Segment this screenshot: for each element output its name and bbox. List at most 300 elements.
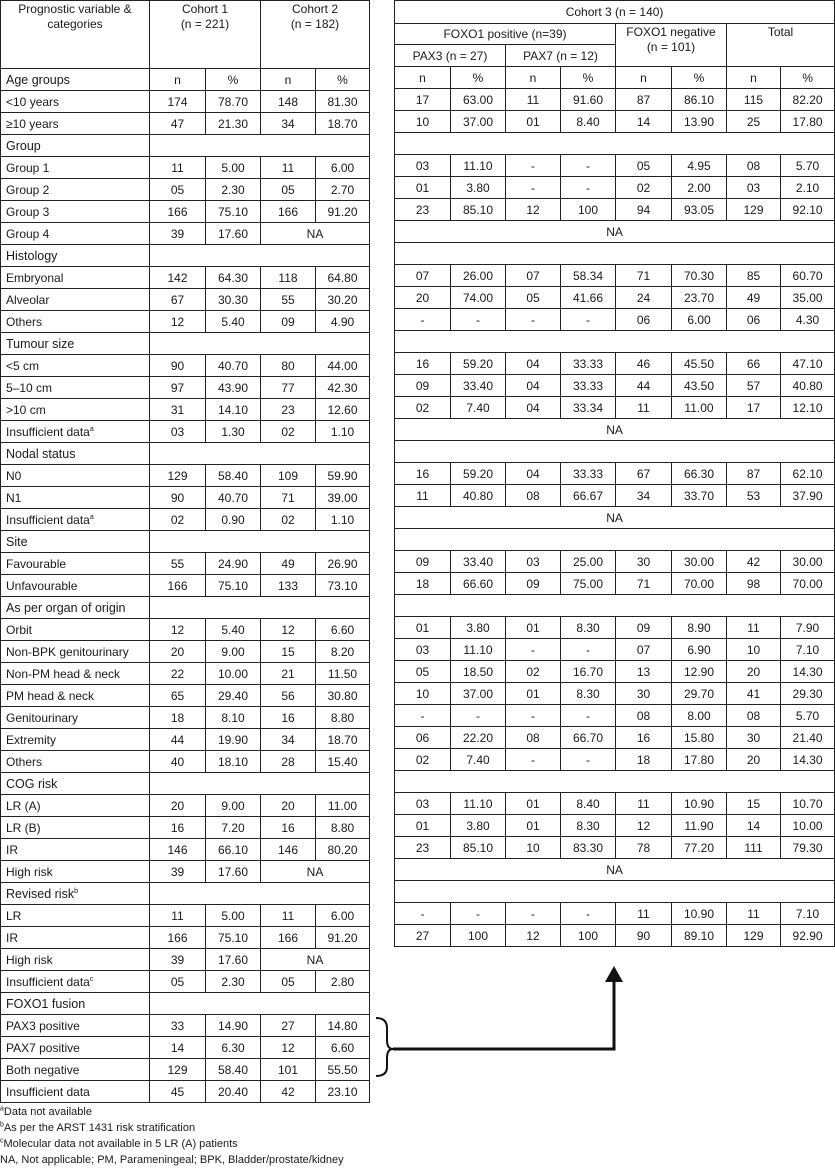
data-cell: 37.00 [451, 111, 506, 133]
data-cell: 26.90 [316, 553, 370, 575]
table-row [395, 925, 835, 947]
data-cell: 17.60 [206, 223, 261, 245]
data-cell: 71 [616, 573, 672, 595]
table-row [1, 509, 370, 531]
footnote [0, 1106, 92, 1118]
data-cell: 27 [261, 1015, 316, 1037]
data-cell: 18.70 [316, 113, 370, 135]
na-cell: NA [261, 949, 370, 971]
table-row [1, 311, 370, 333]
data-cell: 6.60 [316, 1037, 370, 1059]
data-cell: 45 [150, 1081, 206, 1103]
row-label-text: PM head & neck [6, 688, 95, 703]
data-cell: 40.80 [781, 375, 835, 397]
data-cell: 174 [150, 91, 206, 113]
data-cell: 85.10 [451, 837, 506, 859]
row-label [1, 465, 150, 487]
data-cell: 37.00 [451, 683, 506, 705]
data-cell: 20 [150, 795, 206, 817]
section-row [1, 993, 370, 1015]
data-cell: 8.40 [561, 111, 616, 133]
data-cell: - [395, 903, 451, 925]
data-cell: 14.30 [781, 661, 835, 683]
table-row [395, 89, 835, 111]
data-cell: 34 [261, 113, 316, 135]
row-label-text: N0 [6, 468, 22, 483]
data-cell: - [506, 155, 561, 177]
data-cell: 129 [727, 199, 781, 221]
data-cell: 1.10 [316, 509, 370, 531]
data-cell: 40.70 [206, 487, 261, 509]
data-cell: 18 [395, 573, 451, 595]
data-cell: 43.50 [672, 375, 727, 397]
data-cell: 33.33 [561, 375, 616, 397]
section-row [1, 333, 370, 355]
row-label-text: PAX7 positive [6, 1040, 80, 1055]
row-label-text: Insufficient data [6, 512, 90, 527]
data-cell: 129 [150, 465, 206, 487]
data-cell: 63.00 [451, 89, 506, 111]
data-cell: 89.10 [672, 925, 727, 947]
data-cell: 03 [395, 793, 451, 815]
section-row [395, 331, 835, 353]
table-row [1, 289, 370, 311]
data-cell: 24 [616, 287, 672, 309]
row-label-text: <10 years [6, 94, 60, 109]
subcolumn-header: n [395, 67, 451, 89]
data-cell: 11 [261, 157, 316, 179]
footnote-marker: b [0, 1121, 4, 1129]
data-cell: 73.10 [316, 575, 370, 597]
section-spacer [150, 597, 370, 619]
data-cell: 09 [261, 311, 316, 333]
data-cell: 12 [150, 311, 206, 333]
footnote-text: NA, Not applicable; PM, Parameningeal; BPK, Bladder/prostate/kidney [0, 1154, 344, 1166]
left-header-row [1, 1, 370, 69]
data-cell: 03 [727, 177, 781, 199]
data-cell: 78 [616, 837, 672, 859]
data-cell: 04 [506, 463, 561, 485]
data-cell: 09 [616, 617, 672, 639]
data-cell: 129 [727, 925, 781, 947]
data-cell: - [561, 155, 616, 177]
cohort2-n: (n = 182) [290, 17, 340, 31]
data-cell: 14.10 [206, 399, 261, 421]
table-row [1, 1081, 370, 1103]
data-cell: 03 [506, 551, 561, 573]
data-cell: 49 [261, 553, 316, 575]
data-cell: 30.20 [316, 289, 370, 311]
data-cell: 33 [150, 1015, 206, 1037]
data-cell: 9.00 [206, 795, 261, 817]
data-cell: 60.70 [781, 265, 835, 287]
data-cell: 166 [150, 575, 206, 597]
row-label-text: N1 [6, 490, 22, 505]
table-row [395, 287, 835, 309]
table-row [1, 1015, 370, 1037]
data-cell: 166 [150, 927, 206, 949]
cohort1-title: Cohort 1 [181, 2, 229, 16]
data-cell: 70.30 [672, 265, 727, 287]
section-spacer [150, 333, 370, 355]
table-row [395, 815, 835, 837]
section-spacer [150, 531, 370, 553]
data-cell: 01 [395, 815, 451, 837]
data-cell: 146 [150, 839, 206, 861]
data-cell: 30.00 [781, 551, 835, 573]
table-row [1, 377, 370, 399]
data-cell: 02 [261, 509, 316, 531]
data-cell: 92.10 [781, 199, 835, 221]
table-row [1, 663, 370, 685]
footnote-marker: a [89, 425, 94, 433]
total-header: Total [727, 24, 835, 67]
data-cell: 04 [506, 397, 561, 419]
left-table [0, 0, 370, 1103]
data-cell: 111 [727, 837, 781, 859]
data-cell: 64.30 [206, 267, 261, 289]
data-cell: 31 [150, 399, 206, 421]
data-cell: 19.90 [206, 729, 261, 751]
data-cell: 6.60 [316, 619, 370, 641]
data-cell: - [506, 705, 561, 727]
data-cell: 33.70 [672, 485, 727, 507]
data-cell: 33.34 [561, 397, 616, 419]
data-cell: 47.10 [781, 353, 835, 375]
section-spacer [395, 441, 835, 463]
data-cell: 05 [261, 179, 316, 201]
data-cell: 100 [561, 199, 616, 221]
data-cell: 64.80 [316, 267, 370, 289]
data-cell: 43.90 [206, 377, 261, 399]
data-cell: 09 [506, 573, 561, 595]
data-cell: 92.90 [781, 925, 835, 947]
data-cell: 12 [150, 619, 206, 641]
data-cell: - [451, 309, 506, 331]
data-cell: 91.20 [316, 927, 370, 949]
table-row [1, 751, 370, 773]
section-spacer [395, 331, 835, 353]
row-label-text: Group 3 [6, 204, 50, 219]
data-cell: 02 [616, 177, 672, 199]
row-label [1, 1081, 150, 1103]
row-label [1, 751, 150, 773]
data-cell: 75.10 [206, 575, 261, 597]
data-cell: - [506, 177, 561, 199]
data-cell: 166 [261, 927, 316, 949]
row-label [1, 355, 150, 377]
data-cell: 75.10 [206, 927, 261, 949]
na-cell: NA [395, 419, 835, 441]
data-cell: 4.30 [781, 309, 835, 331]
data-cell: 01 [506, 111, 561, 133]
na-cell: NA [261, 861, 370, 883]
row-label [1, 641, 150, 663]
data-cell: 42 [261, 1081, 316, 1103]
data-cell: 08 [616, 705, 672, 727]
data-cell: 29.30 [781, 683, 835, 705]
row-label-text: <5 cm [6, 358, 40, 373]
table-row [395, 419, 835, 441]
data-cell: 80 [261, 355, 316, 377]
data-cell: 08 [727, 705, 781, 727]
left-table-body [1, 1, 370, 1103]
row-label [1, 861, 150, 883]
data-cell: 08 [727, 155, 781, 177]
right-header-row-1 [395, 1, 835, 24]
data-cell: 04 [506, 375, 561, 397]
table-row [395, 309, 835, 331]
data-cell: 14.30 [781, 749, 835, 771]
data-cell: 21.40 [781, 727, 835, 749]
section-title-text: COG risk [6, 776, 58, 791]
pax7-header: PAX7 (n = 12) [506, 45, 616, 67]
section-spacer [395, 595, 835, 617]
table-row [1, 949, 370, 971]
section-row [1, 531, 370, 553]
data-cell: - [561, 309, 616, 331]
data-cell: 11.90 [672, 815, 727, 837]
data-cell: - [506, 309, 561, 331]
data-cell: 7.10 [781, 903, 835, 925]
data-cell: 06 [727, 309, 781, 331]
section-spacer [150, 993, 370, 1015]
data-cell: 100 [561, 925, 616, 947]
subcolumn-header: n [616, 67, 672, 89]
data-cell: 7.40 [451, 397, 506, 419]
data-cell: 12 [261, 1037, 316, 1059]
section-row [395, 67, 835, 89]
data-cell: 90 [616, 925, 672, 947]
section-spacer [150, 443, 370, 465]
section-row [1, 597, 370, 619]
data-cell: 42.30 [316, 377, 370, 399]
data-cell: 118 [261, 267, 316, 289]
section-spacer [395, 133, 835, 155]
data-cell: 66.67 [561, 485, 616, 507]
data-cell: 17.60 [206, 861, 261, 883]
data-cell: 11 [727, 903, 781, 925]
row-label-text: LR [6, 908, 22, 923]
table-row [395, 903, 835, 925]
data-cell: 58.40 [206, 1059, 261, 1081]
data-cell: 7.10 [781, 639, 835, 661]
data-cell: 23.70 [672, 287, 727, 309]
section-spacer [395, 771, 835, 793]
row-label-text: PAX3 positive [6, 1018, 80, 1033]
data-cell: 133 [261, 575, 316, 597]
row-label-text: Unfavourable [6, 578, 78, 593]
row-label-text: Others [6, 754, 43, 769]
data-cell: 08 [506, 727, 561, 749]
data-cell: 23.10 [316, 1081, 370, 1103]
row-label [1, 311, 150, 333]
table-row [1, 421, 370, 443]
section-title-text: FOXO1 fusion [6, 996, 86, 1011]
data-cell: 115 [727, 89, 781, 111]
data-cell: 7.40 [451, 749, 506, 771]
section-title-text: Nodal status [6, 446, 76, 461]
cohort2-title: Cohort 2 [291, 2, 339, 16]
footnote-text: Molecular data not available in 5 LR (A) patients [3, 1138, 238, 1150]
table-row [1, 795, 370, 817]
data-cell: 148 [261, 91, 316, 113]
table-row [395, 573, 835, 595]
data-cell: 15.80 [672, 727, 727, 749]
data-cell: - [395, 309, 451, 331]
data-cell: 11.10 [451, 639, 506, 661]
row-label [1, 1037, 150, 1059]
row-label [1, 707, 150, 729]
row-label [1, 487, 150, 509]
data-cell: 10 [395, 111, 451, 133]
data-cell: 30.30 [206, 289, 261, 311]
data-cell: 23 [395, 837, 451, 859]
section-title [1, 597, 150, 619]
foxo-negative-n: (n = 101) [646, 40, 696, 54]
foxo-negative-title: FOXO1 negative [626, 25, 716, 39]
data-cell: 30 [727, 727, 781, 749]
data-cell: 4.95 [672, 155, 727, 177]
row-label-text: Orbit [6, 622, 33, 637]
data-cell: 05 [395, 661, 451, 683]
data-cell: 87 [727, 463, 781, 485]
row-label [1, 267, 150, 289]
table-row [1, 861, 370, 883]
row-label [1, 223, 150, 245]
data-cell: 16.70 [561, 661, 616, 683]
data-cell: 09 [395, 375, 451, 397]
row-label-text: Genitourinary [6, 710, 79, 725]
section-row [395, 441, 835, 463]
data-cell: 2.30 [206, 971, 261, 993]
table-row [1, 905, 370, 927]
data-cell: 03 [150, 421, 206, 443]
row-label-text: Both negative [6, 1062, 80, 1077]
data-cell: 6.00 [316, 157, 370, 179]
data-cell: 02 [150, 509, 206, 531]
row-label-text: ≥10 years [6, 116, 59, 131]
data-cell: 02 [395, 397, 451, 419]
data-cell: 01 [506, 815, 561, 837]
data-cell: 33.40 [451, 551, 506, 573]
right-table [394, 0, 835, 947]
row-label [1, 1059, 150, 1081]
connector-line [393, 980, 614, 1049]
data-cell: 80.20 [316, 839, 370, 861]
data-cell: 02 [395, 749, 451, 771]
data-cell: 44.00 [316, 355, 370, 377]
data-cell: 11.10 [451, 155, 506, 177]
data-cell: 57 [727, 375, 781, 397]
data-cell: 18 [616, 749, 672, 771]
data-cell: 01 [506, 793, 561, 815]
table-row [1, 1059, 370, 1081]
data-cell: 08 [506, 485, 561, 507]
data-cell: 11 [616, 903, 672, 925]
data-cell: 70.00 [672, 573, 727, 595]
table-row [1, 971, 370, 993]
row-label-text: Group 2 [6, 182, 50, 197]
subcolumn-header: % [451, 67, 506, 89]
data-cell: 14 [150, 1037, 206, 1059]
data-cell: 14.90 [206, 1015, 261, 1037]
table-row [395, 705, 835, 727]
data-cell: 22.20 [451, 727, 506, 749]
data-cell: 10 [727, 639, 781, 661]
data-cell: 8.40 [561, 793, 616, 815]
data-cell: 37.90 [781, 485, 835, 507]
section-title [1, 773, 150, 795]
table-row [395, 375, 835, 397]
data-cell: 12.10 [781, 397, 835, 419]
data-cell: 05 [150, 971, 206, 993]
data-cell: 06 [616, 309, 672, 331]
data-cell: 8.90 [672, 617, 727, 639]
data-cell: 55.50 [316, 1059, 370, 1081]
data-cell: 8.30 [561, 683, 616, 705]
data-cell: 58.40 [206, 465, 261, 487]
footnote-marker: a [89, 513, 94, 521]
subcolumn-header: % [781, 67, 835, 89]
row-label [1, 157, 150, 179]
data-cell: 8.80 [316, 817, 370, 839]
data-cell: 20 [150, 641, 206, 663]
section-spacer [150, 773, 370, 795]
na-cell: NA [395, 221, 835, 243]
row-label-text: Insufficient data [6, 424, 90, 439]
data-cell: 18 [150, 707, 206, 729]
data-cell: 18.10 [206, 751, 261, 773]
data-cell: 04 [506, 353, 561, 375]
row-label [1, 971, 150, 993]
data-cell: 8.10 [206, 707, 261, 729]
data-cell: 01 [506, 683, 561, 705]
section-spacer [150, 883, 370, 905]
table-row [395, 639, 835, 661]
data-cell: 12.90 [672, 661, 727, 683]
row-label [1, 949, 150, 971]
data-cell: 109 [261, 465, 316, 487]
data-cell: 146 [261, 839, 316, 861]
data-cell: - [561, 639, 616, 661]
row-label-text: Others [6, 314, 43, 329]
section-title-text: Age groups [6, 72, 70, 87]
variable-header-line2: categories [47, 17, 103, 31]
row-label [1, 619, 150, 641]
data-cell: 16 [261, 817, 316, 839]
section-title-text: Tumour size [6, 336, 75, 351]
row-label [1, 421, 150, 443]
table-row [1, 839, 370, 861]
row-label [1, 377, 150, 399]
section-row [395, 881, 835, 903]
data-cell: 11 [261, 905, 316, 927]
subcolumn-header: % [672, 67, 727, 89]
data-cell: 47 [150, 113, 206, 135]
data-cell: 15 [261, 641, 316, 663]
data-cell: 44 [150, 729, 206, 751]
section-row [1, 69, 370, 91]
section-row [395, 529, 835, 551]
data-cell: 41 [727, 683, 781, 705]
data-cell: 30 [616, 683, 672, 705]
data-cell: 2.70 [316, 179, 370, 201]
data-cell: 93.05 [672, 199, 727, 221]
data-cell: 91.60 [561, 89, 616, 111]
data-cell: 5.00 [206, 157, 261, 179]
data-cell: 3.80 [451, 617, 506, 639]
